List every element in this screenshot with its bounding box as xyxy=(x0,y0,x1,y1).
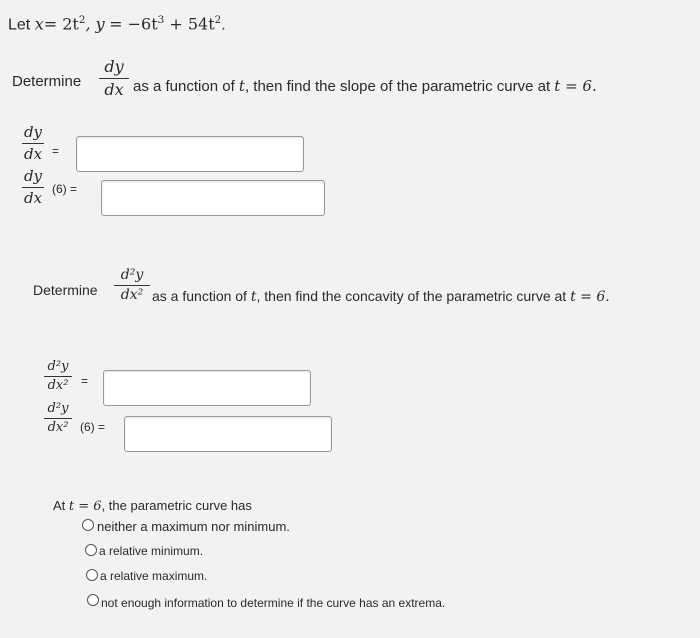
prompt-a: At xyxy=(53,498,66,513)
row1-num: dy xyxy=(23,123,43,141)
fraction-bar xyxy=(22,143,44,144)
part2-determine: Determine xyxy=(33,282,98,298)
part1-fraction-den: dx xyxy=(104,79,124,99)
x-exponent: 2 xyxy=(78,14,86,26)
dydx-answer-input[interactable] xyxy=(76,136,304,172)
fraction-bar xyxy=(114,285,150,286)
prompt-t: t = 6 xyxy=(68,499,102,514)
let-label: Let xyxy=(8,16,31,34)
part1-text-b: , then find the slope of the parametric curve at xyxy=(244,78,551,95)
part1-row2-fraction xyxy=(22,168,44,206)
part1-fraction-num: dy xyxy=(104,57,124,76)
part1-instruction xyxy=(133,77,597,95)
y-rhs: = −6t xyxy=(109,14,158,34)
part1-row1-equals: = xyxy=(52,144,60,158)
header-end: . xyxy=(221,16,226,34)
part1-t-var: t xyxy=(238,77,245,95)
question-prompt xyxy=(53,498,252,514)
part2-derivative-fraction xyxy=(114,268,150,304)
part2-row1-equals: = xyxy=(81,374,89,388)
y-variable: , y xyxy=(85,14,105,34)
option-not-enough-label: not enough information to determine if the curve has an extrema. xyxy=(101,596,446,610)
x-rhs: = 2t xyxy=(43,14,79,34)
part2-instruction xyxy=(152,288,610,305)
y-mid: + 54t xyxy=(164,14,215,34)
part2-row2-suffix: (6) = xyxy=(80,420,106,434)
fraction-bar xyxy=(22,187,44,188)
part1-t-eq: t = 6. xyxy=(554,77,597,95)
part1-row2-suffix: (6) = xyxy=(52,182,78,196)
part1-text-a: as a function of xyxy=(133,78,235,95)
y-exponent-1: 3 xyxy=(157,14,165,26)
prompt-b: , the parametric curve has xyxy=(101,498,252,513)
option-neither-label: neither a maximum nor minimum. xyxy=(97,519,290,534)
part2-t-eq: t = 6. xyxy=(570,289,610,305)
part2-row2-fraction xyxy=(44,402,72,436)
row2-num: d²y xyxy=(47,401,69,416)
part2-fraction-den: dx² xyxy=(120,287,144,304)
fraction-bar xyxy=(99,78,129,79)
part2-t-var: t xyxy=(250,289,257,305)
option-minimum-label: a relative minimum. xyxy=(99,544,204,558)
option-minimum-radio[interactable] xyxy=(85,544,97,556)
row1-den: dx xyxy=(23,144,43,163)
option-neither-radio[interactable] xyxy=(82,519,94,531)
part1-derivative-fraction xyxy=(99,58,129,98)
option-maximum-radio[interactable] xyxy=(86,569,98,581)
part2-fraction-num: d²y xyxy=(120,267,144,283)
fraction-bar xyxy=(44,418,72,419)
problem-statement xyxy=(8,14,226,34)
slope-at-6-input[interactable] xyxy=(101,180,325,216)
second-derivative-input[interactable] xyxy=(103,370,311,406)
concavity-at-6-input[interactable] xyxy=(124,416,332,452)
fraction-bar xyxy=(44,376,72,377)
part2-row1-fraction xyxy=(44,360,72,394)
row2-num: dy xyxy=(23,167,43,185)
x-variable: x xyxy=(34,14,44,34)
part2-text-b: , then find the concavity of the parametric curve at xyxy=(256,288,567,304)
part1-row1-fraction xyxy=(22,124,44,162)
row1-den: dx² xyxy=(47,378,69,394)
part2-text-a: as a function of xyxy=(152,288,247,304)
y-exponent-2: 2 xyxy=(214,14,222,26)
row2-den: dx² xyxy=(47,420,69,436)
option-not-enough-radio[interactable] xyxy=(87,594,99,606)
row2-den: dx xyxy=(23,188,43,207)
row1-num: d²y xyxy=(47,359,69,374)
part1-determine: Determine xyxy=(12,73,82,90)
option-maximum-label: a relative maximum. xyxy=(100,569,208,583)
